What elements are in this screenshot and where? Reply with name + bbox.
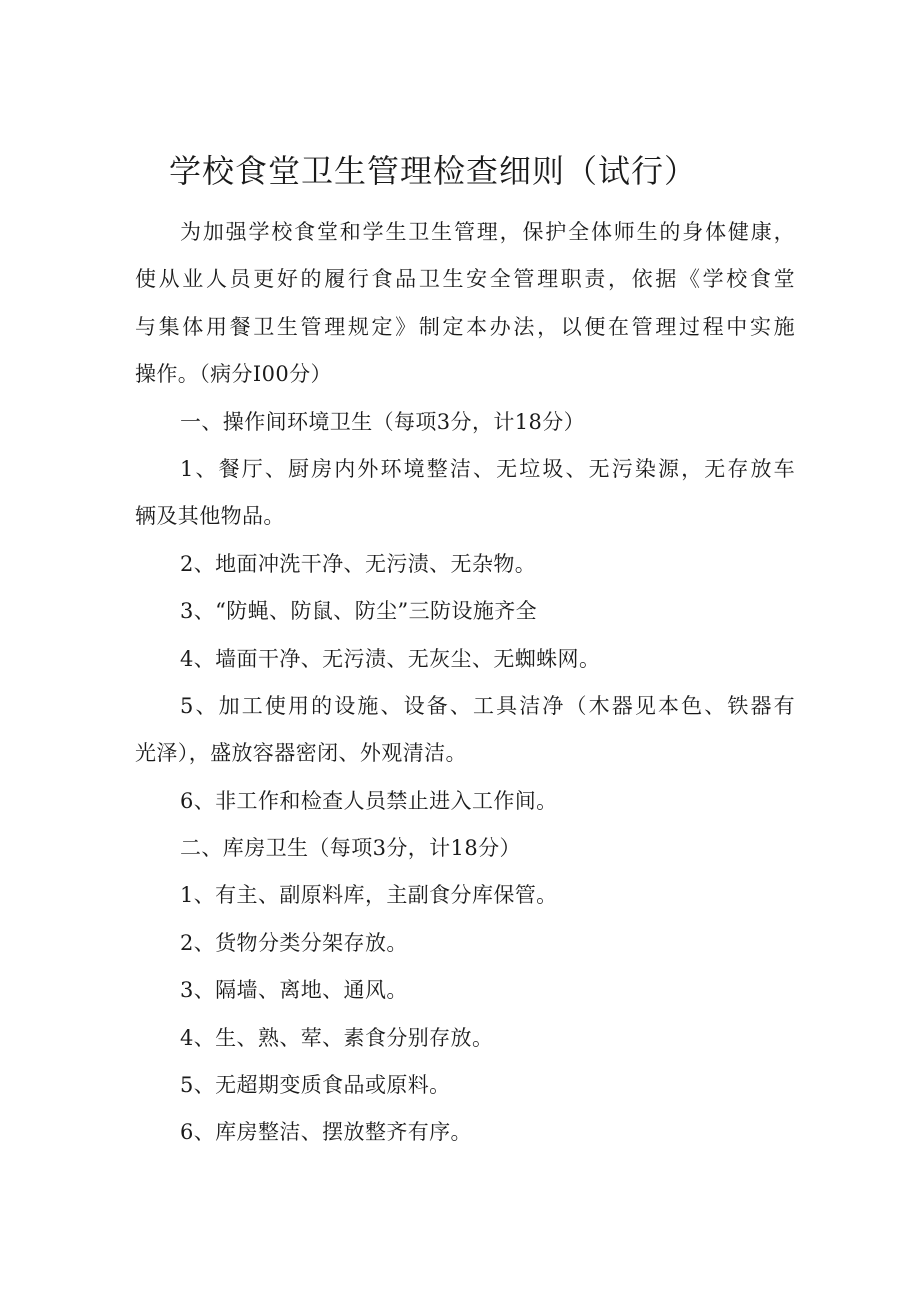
document-line: 4、墙面干净、无污渍、无灰尘、无蜘蛛网。 [180, 646, 601, 671]
document-line: 与集体用餐卫生管理规定》制定本办法，以便在管理过程中实施 [135, 314, 795, 339]
document-line: 二、库房卫生（每项3分，计18分） [180, 836, 521, 861]
document-line: 使从业人员更好的履行食品卫生安全管理职责，依据《学校食堂 [135, 267, 795, 292]
document-line: 5、无超期变质食品或原料。 [180, 1073, 451, 1098]
document-line: 为加强学校食堂和学生卫生管理，保护全体师生的身体健康， [180, 220, 795, 244]
document-line: 一、操作间环境卫生（每项3分，计18分） [180, 409, 586, 434]
document-line: 6、库房整洁、摆放整齐有序。 [180, 1120, 472, 1145]
document-title: 学校食堂卫生管理检查细则（试行） [168, 152, 697, 190]
document-line: 3、隔墙、离地、通风。 [180, 978, 408, 1003]
document-line: 光泽），盛放容器密闭、外观清洁。 [135, 741, 467, 766]
document-line: 2、地面冲洗干净、无污渍、无杂物。 [180, 551, 537, 576]
document-line: 1、有主、副原料库，主副食分库保管。 [180, 883, 558, 908]
document-body [135, 221, 795, 1169]
document-line: 辆及其他物品。 [135, 504, 285, 529]
document-line: 3、“防蝇、防鼠、防尘”三防设施齐全 [180, 599, 538, 624]
document-line: 6、非工作和检查人员禁止进入工作间。 [180, 788, 558, 813]
document-line: 4、生、熟、荤、素食分别存放。 [180, 1025, 494, 1050]
document-line: 5、加工使用的设施、设备、工具洁净（木器见本色、铁器有 [180, 693, 795, 718]
document-line: 操作。（病分I00分） [135, 362, 332, 387]
document-line: 1、餐厅、厨房内外环境整洁、无垃圾、无污染源，无存放车 [180, 456, 795, 481]
document-line: 2、货物分类分架存放。 [180, 930, 408, 955]
